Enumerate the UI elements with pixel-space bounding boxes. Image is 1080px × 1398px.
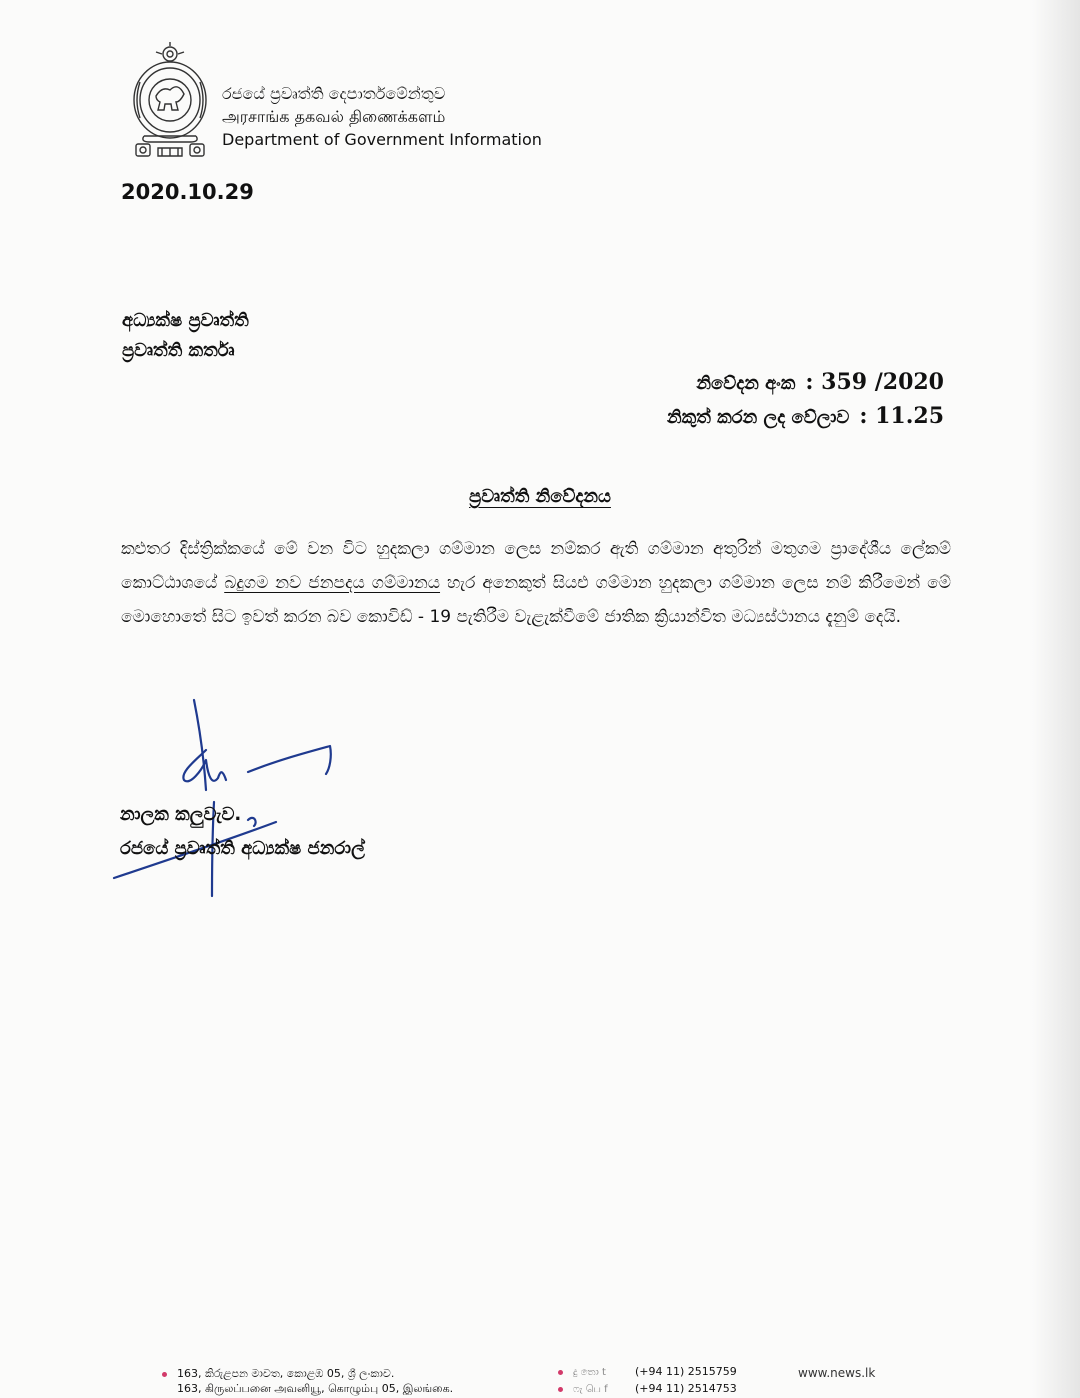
handwritten-signature bbox=[108, 690, 348, 900]
letter-date: 2020.10.29 bbox=[121, 180, 254, 204]
department-name-tamil: அரசாங்க தகவல் திணைக்களம் bbox=[222, 107, 446, 126]
fax-label: ෆැ பெ f bbox=[573, 1384, 608, 1395]
signer-name: නාලක කලුවැව. bbox=[120, 804, 242, 825]
address-tamil: 163, கிருலப்பனை அவனியூ, கொழும்பு 05, இலங்கை. bbox=[177, 1382, 454, 1395]
fax-number: (+94 11) 2514753 bbox=[635, 1382, 737, 1395]
reference-block bbox=[667, 366, 944, 434]
phone-number: (+94 11) 2515759 bbox=[635, 1365, 737, 1378]
issue-time-label: නිකුත් කරන ලද වේලාව bbox=[667, 407, 850, 428]
footer-address bbox=[162, 1366, 453, 1396]
footer-contact bbox=[558, 1364, 737, 1398]
notice-number-row bbox=[667, 366, 944, 400]
recipient-line: ප්‍රවෘත්ති කර්තෘ bbox=[122, 340, 235, 361]
body-text-part: කළුතර දිස්ත්‍රික්කයේ මේ වන විට හුදකලා ගම්මාන ලෙස නම්කර ඇති ගම්මාන අතුරින් මතුගම ප්‍රාදේශීය ලේකම් කොට්ඨාශයේ bbox=[121, 539, 951, 593]
recipients bbox=[122, 306, 249, 366]
department-name-english: Department of Government Information bbox=[222, 130, 542, 149]
heading-text: ප්‍රවෘත්ති නිවේදනය bbox=[469, 486, 611, 507]
issue-time-value: : 11.25 bbox=[859, 403, 944, 429]
phone-label: දු තො t bbox=[573, 1367, 606, 1378]
signer-block bbox=[120, 798, 365, 866]
document-heading bbox=[0, 486, 1080, 507]
body-underlined-text: බදුගම නව ජනපදය ගම්මානය bbox=[224, 573, 441, 593]
address-sinhala: 163, කිරුළපන මාවත, කොළඹ 05, ශ්‍රී ලංකාව. bbox=[177, 1367, 395, 1380]
department-header bbox=[222, 82, 542, 151]
bullet-icon bbox=[162, 1372, 167, 1377]
issue-time-row bbox=[667, 400, 944, 434]
notice-number-value: : 359 /2020 bbox=[805, 369, 944, 395]
sri-lanka-emblem-icon bbox=[128, 42, 212, 158]
body-text-part: හැර අනෙකුත් සියළු ගම්මාන හුදකලා ගම්මාන ලෙස නම් කිරීමෙන් මේ මොහොතේ සිට ඉවත් කරන බව කොවිඩ් - 19 පැතිරීම වැළැක්වීමේ ජාතික ක්‍රියාන්විත මධ්‍යස්ථානය දැනුම් දෙයි. bbox=[121, 573, 951, 627]
department-name-sinhala: රජයේ ප්‍රවෘත්ති දෙපාර්තමේන්තුව bbox=[222, 84, 446, 103]
signer-title: රජයේ ප්‍රවෘත්ති අධ්‍යක්ෂ ජනරාල් bbox=[120, 838, 365, 859]
footer bbox=[0, 1362, 1080, 1398]
recipient-line: අධ්‍යක්ෂ ප්‍රවෘත්ති bbox=[122, 310, 249, 331]
notice-number-label: නිවේදන අංක bbox=[696, 373, 796, 394]
page-edge-shadow bbox=[1032, 0, 1080, 1398]
bullet-icon bbox=[558, 1370, 563, 1375]
website-link[interactable]: www.news.lk bbox=[798, 1366, 876, 1380]
body-paragraph bbox=[121, 532, 951, 634]
bullet-icon bbox=[558, 1387, 563, 1392]
